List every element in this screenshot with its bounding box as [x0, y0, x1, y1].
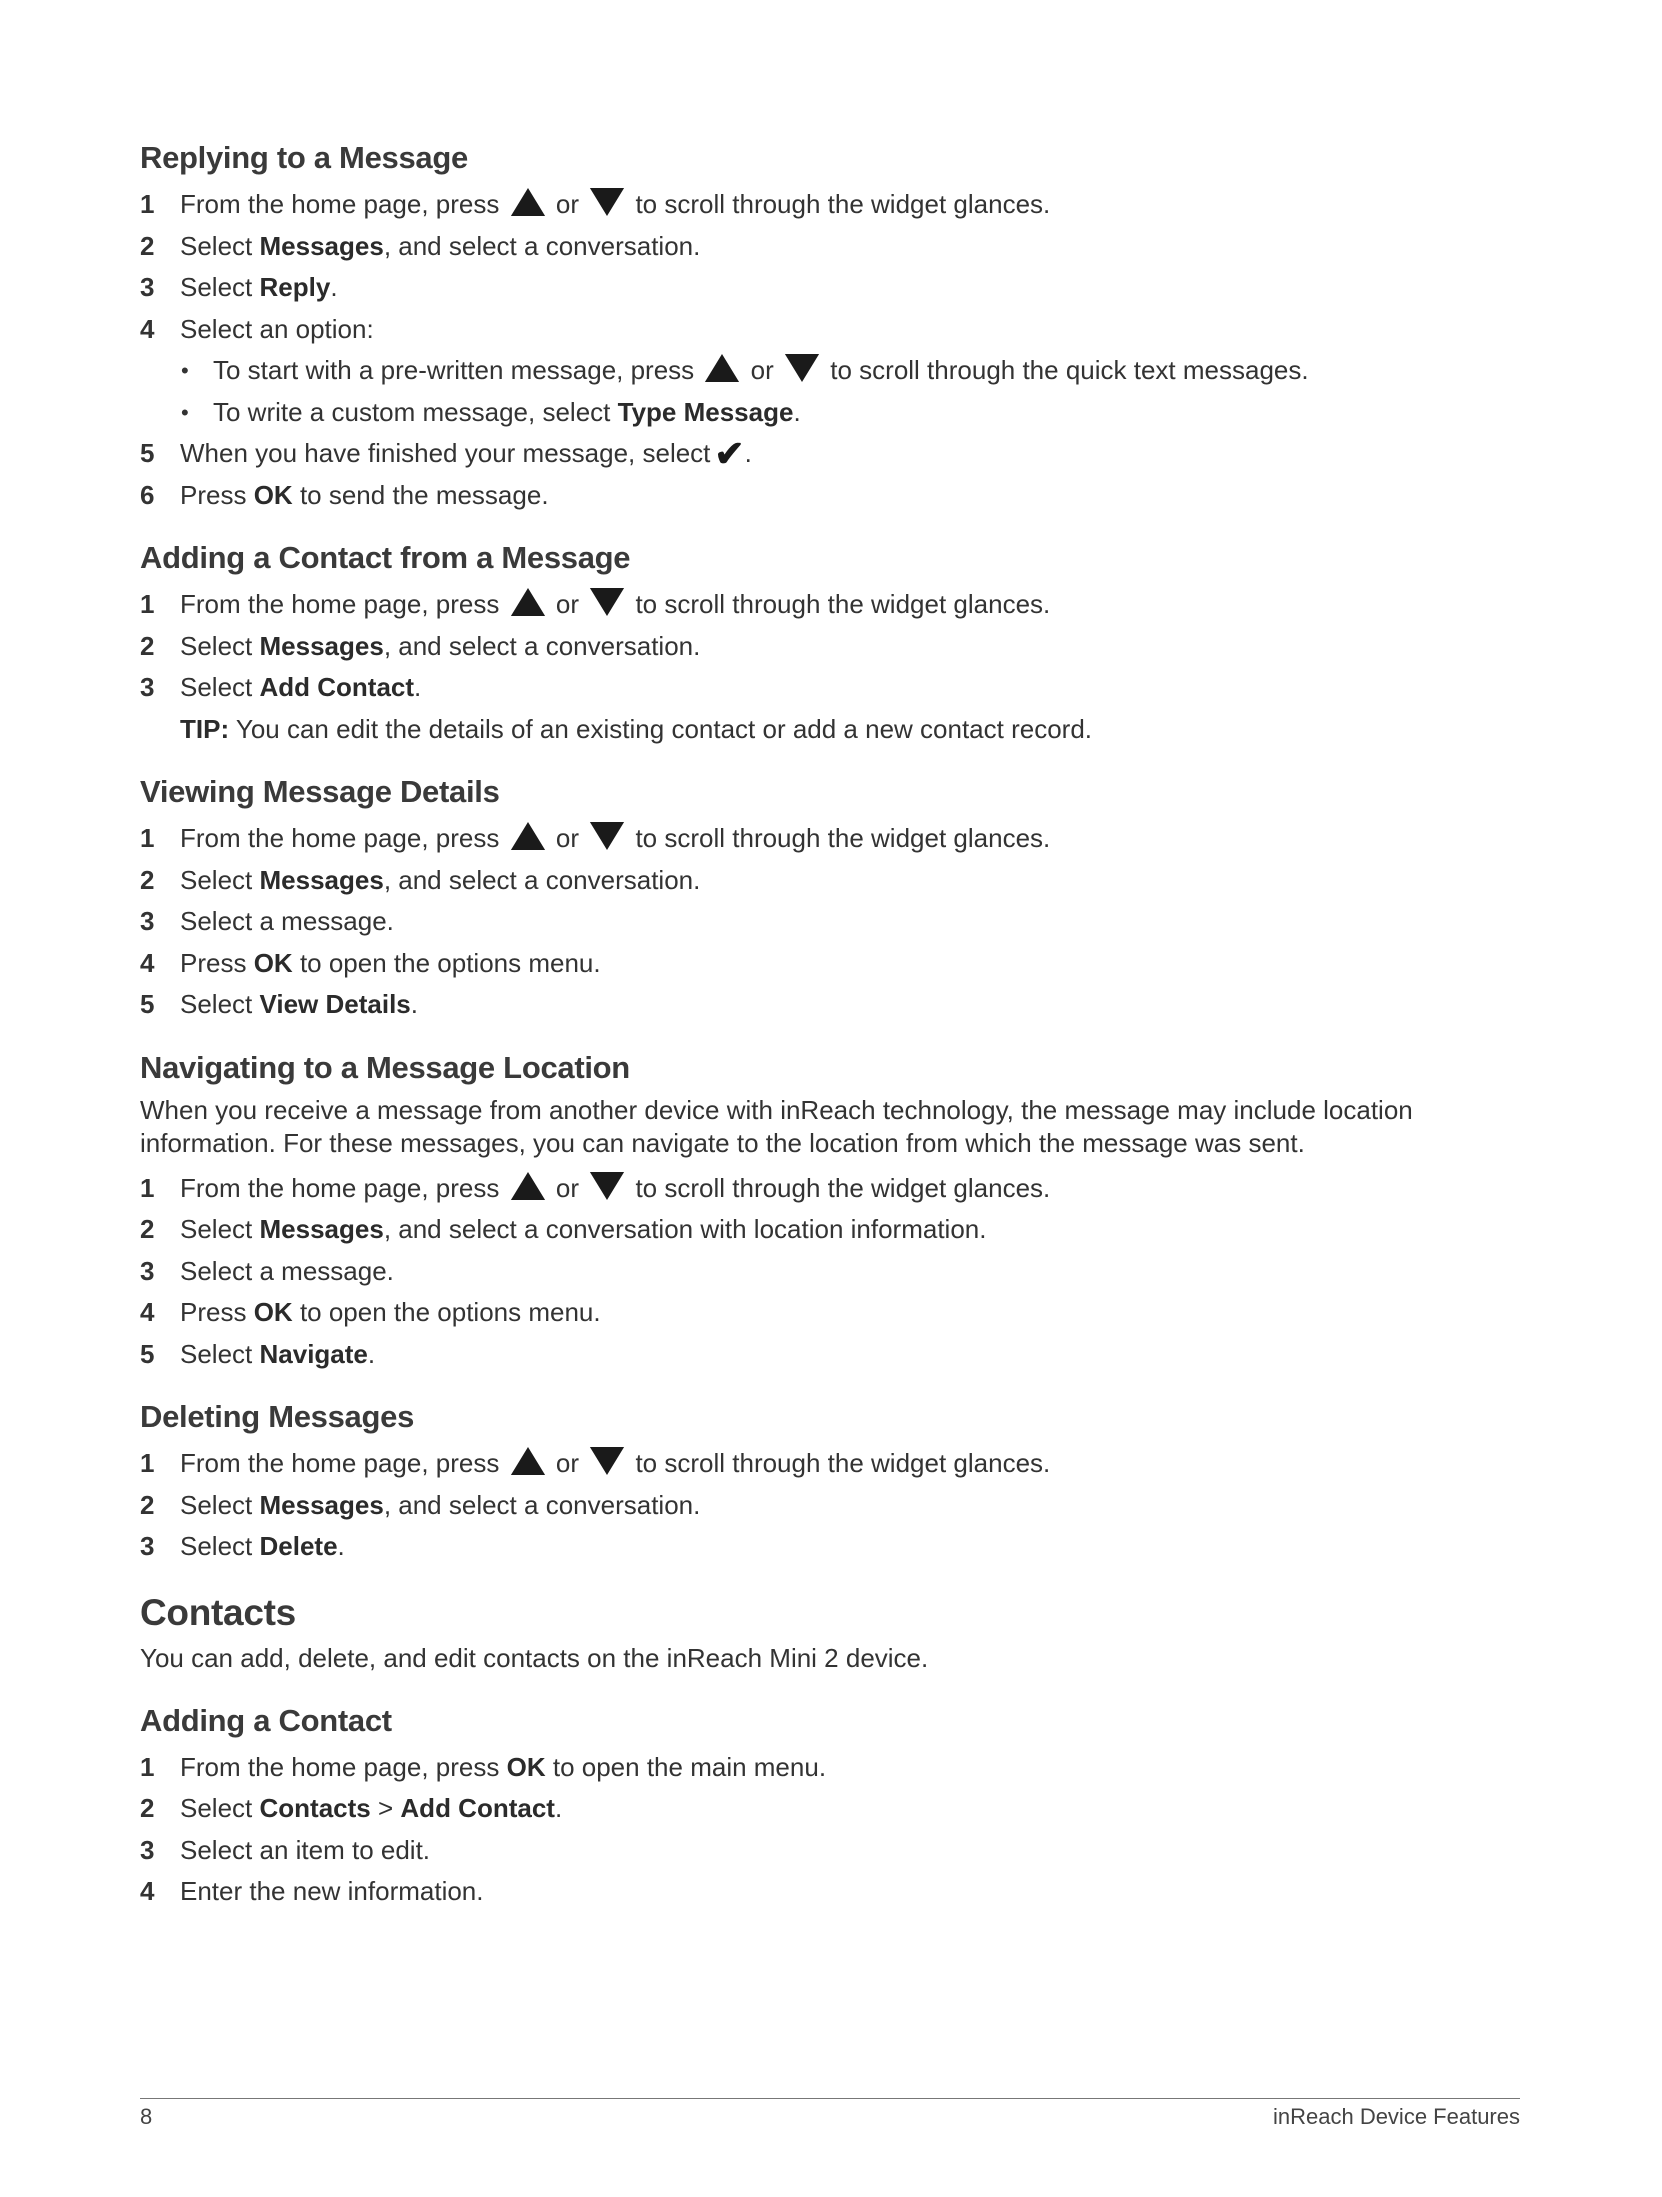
step-number: 2 [140, 630, 155, 661]
step [140, 1292, 1520, 1334]
option-text: . [793, 396, 801, 427]
tip-note [140, 709, 1520, 751]
sub-option [140, 392, 1520, 434]
step [140, 309, 1520, 351]
step [140, 943, 1520, 985]
step [140, 1251, 1520, 1293]
step-number: 5 [140, 1338, 155, 1369]
section-contacts [140, 1590, 1520, 1675]
ui-term: Navigate [259, 1338, 368, 1369]
section-replying [140, 138, 1520, 516]
step-number: 4 [140, 1297, 155, 1327]
step [140, 860, 1520, 902]
step-number: 1 [140, 1448, 155, 1478]
ui-term: OK [253, 947, 293, 978]
ui-term: Delete [259, 1531, 338, 1561]
up-arrow-icon [705, 354, 739, 382]
section-title: Deleting Messages [140, 1399, 415, 1434]
step-number: 1 [140, 589, 155, 619]
step [140, 1788, 1520, 1830]
step-text: Select [180, 272, 253, 302]
ui-term: Add Contact [259, 672, 415, 702]
step-text: . [744, 438, 752, 468]
up-arrow-icon [511, 1172, 545, 1200]
step [140, 226, 1520, 268]
step-text: , and select a conversation with location information. [383, 1214, 987, 1244]
tip-label: TIP: [180, 713, 230, 744]
section-title: Adding a Contact from a Message [140, 540, 631, 575]
step-text: to open the main menu. [552, 1751, 827, 1782]
step-text: From the home page, press [180, 589, 500, 619]
option-text: To start with a pre-written message, press [213, 355, 695, 385]
step [140, 984, 1520, 1026]
step-text: Select an option: [180, 313, 374, 344]
step-text: . [410, 989, 418, 1019]
footer-divider [140, 2098, 1520, 2099]
step [140, 1168, 1520, 1210]
step-number: 3 [140, 272, 155, 302]
ui-term: Type Message [617, 396, 794, 427]
option-text: to scroll through the quick text messages. [830, 355, 1309, 385]
step-text: Select [180, 1338, 253, 1369]
sub-option [140, 350, 1520, 392]
step [140, 1747, 1520, 1789]
step [140, 267, 1520, 309]
step-text: From the home page, press [180, 1751, 500, 1782]
bullet: • [181, 399, 189, 425]
or-text: or [555, 1172, 579, 1203]
step-text: , and select a conversation. [383, 1489, 701, 1520]
step-number: 3 [140, 1255, 155, 1286]
step-number: 6 [140, 479, 155, 510]
section-deleting [140, 1397, 1520, 1568]
step [140, 584, 1520, 626]
step-number: 4 [140, 947, 155, 978]
ui-term: OK [253, 479, 293, 510]
ui-term: Add Contact [400, 1793, 555, 1823]
step-number: 2 [140, 1489, 155, 1520]
section-navigating [140, 1048, 1520, 1376]
step-text: . [337, 1531, 345, 1561]
ui-term: Contacts [259, 1793, 371, 1823]
ui-term: View Details [259, 989, 411, 1019]
step-number: 1 [140, 189, 155, 219]
section-title: Replying to a Message [140, 140, 468, 175]
step-text: . [414, 672, 422, 702]
ui-term: Messages [259, 630, 384, 661]
page-number: 8 [140, 2104, 153, 2129]
step-number: 5 [140, 438, 155, 468]
step-number: 5 [140, 989, 155, 1019]
step [140, 626, 1520, 668]
step-number: 3 [140, 906, 155, 936]
step-text: Select a message. [180, 1255, 394, 1286]
section-intro: When you receive a message from another device with inReach technology, the message may include location information. For these messages, you can navigate to the location from which the message was sent. [140, 1094, 1413, 1158]
chapter-title: Contacts [140, 1591, 296, 1633]
ui-term: Messages [259, 230, 384, 261]
up-arrow-icon [511, 588, 545, 616]
step-text: to scroll through the widget glances. [635, 189, 1051, 219]
step-text: to open the options menu. [299, 1297, 601, 1327]
step-number: 1 [140, 1172, 155, 1203]
ui-term: OK [506, 1751, 546, 1782]
menu-separator: > [377, 1793, 394, 1823]
or-text: or [750, 355, 774, 385]
step-text: Select a message. [180, 906, 394, 936]
step-text: , and select a conversation. [383, 630, 701, 661]
up-arrow-icon [511, 822, 545, 850]
step-text: . [330, 272, 338, 302]
step-number: 2 [140, 230, 155, 261]
step-text: to scroll through the widget glances. [635, 589, 1051, 619]
step-text: From the home page, press [180, 189, 500, 219]
step-text: Select [180, 1489, 253, 1520]
section-title: Navigating to a Message Location [140, 1049, 630, 1085]
step-text: to scroll through the widget glances. [635, 823, 1051, 853]
ui-term: Reply [259, 272, 331, 302]
step-text: Press [180, 947, 247, 978]
step-number: 2 [140, 1214, 155, 1244]
page-content [140, 138, 1520, 1935]
step-text: Select [180, 1214, 253, 1244]
step-number: 2 [140, 864, 155, 895]
step-text: When you have finished your message, select [180, 438, 711, 468]
step-text: . [554, 1793, 563, 1823]
or-text: or [555, 189, 579, 219]
step-number: 1 [140, 1751, 155, 1782]
step-text: Press [180, 1297, 247, 1327]
or-text: or [555, 823, 579, 853]
or-text: or [555, 589, 579, 619]
down-arrow-icon [590, 1447, 624, 1475]
step [140, 818, 1520, 860]
step-text: Select [180, 1531, 253, 1561]
step [140, 1871, 1520, 1913]
step [140, 1334, 1520, 1376]
step [140, 1443, 1520, 1485]
step-number: 3 [140, 672, 155, 702]
down-arrow-icon [590, 188, 624, 216]
step-text: to open the options menu. [299, 947, 601, 978]
section-intro: You can add, delete, and edit contacts on the inReach Mini 2 device. [140, 1642, 929, 1673]
section-title: Viewing Message Details [140, 774, 500, 809]
step [140, 475, 1520, 517]
down-arrow-icon [590, 822, 624, 850]
step [140, 1526, 1520, 1568]
bullet: • [181, 358, 189, 383]
step [140, 667, 1520, 709]
step-text: From the home page, press [180, 1172, 500, 1203]
step-number: 4 [140, 1876, 155, 1906]
ui-term: OK [253, 1297, 293, 1327]
section-viewing-details [140, 772, 1520, 1026]
step-text: Select [180, 672, 253, 702]
step-text: to scroll through the widget glances. [635, 1172, 1051, 1203]
step [140, 1485, 1520, 1527]
step [140, 1830, 1520, 1872]
step-text: Select [180, 630, 253, 661]
step-number: 1 [140, 823, 155, 853]
option-text: To write a custom message, select [213, 396, 611, 427]
checkmark-icon: ✔ [714, 433, 745, 474]
step [140, 901, 1520, 943]
step-number: 3 [140, 1531, 155, 1561]
down-arrow-icon [590, 1172, 624, 1200]
step-text: Enter the new information. [180, 1876, 484, 1906]
step-text: , and select a conversation. [383, 230, 701, 261]
step-text: Select [180, 989, 253, 1019]
step-text: Press [180, 479, 247, 510]
section-add-contact-from-message [140, 538, 1520, 750]
footer-chapter-title: inReach Device Features [1272, 2104, 1520, 2129]
step-text: From the home page, press [180, 1448, 500, 1478]
step-number: 2 [140, 1793, 155, 1823]
section-title: Adding a Contact [140, 1702, 392, 1738]
down-arrow-icon [590, 588, 624, 616]
ui-term: Messages [259, 1214, 384, 1244]
step-text: to scroll through the widget glances. [635, 1448, 1051, 1478]
section-adding-contact [140, 1701, 1520, 1913]
step-number: 3 [140, 1834, 155, 1865]
step-number: 4 [140, 313, 155, 344]
step-text: Select [180, 230, 253, 261]
step-text: Select [180, 1793, 253, 1823]
ui-term: Messages [259, 864, 384, 895]
or-text: or [555, 1448, 579, 1478]
step [140, 1209, 1520, 1251]
step-text: From the home page, press [180, 823, 500, 853]
down-arrow-icon [785, 354, 819, 382]
tip-text: You can edit the details of an existing contact or add a new contact record. [235, 713, 1093, 744]
step-text: Select [180, 864, 253, 895]
step-text: to send the message. [299, 479, 549, 510]
step [140, 184, 1520, 226]
up-arrow-icon [511, 188, 545, 216]
up-arrow-icon [511, 1447, 545, 1475]
ui-term: Messages [259, 1489, 384, 1520]
step-text: . [367, 1338, 376, 1369]
step-text: , and select a conversation. [383, 864, 701, 895]
step-text: Select an item to edit. [180, 1834, 431, 1865]
step [140, 433, 1520, 475]
